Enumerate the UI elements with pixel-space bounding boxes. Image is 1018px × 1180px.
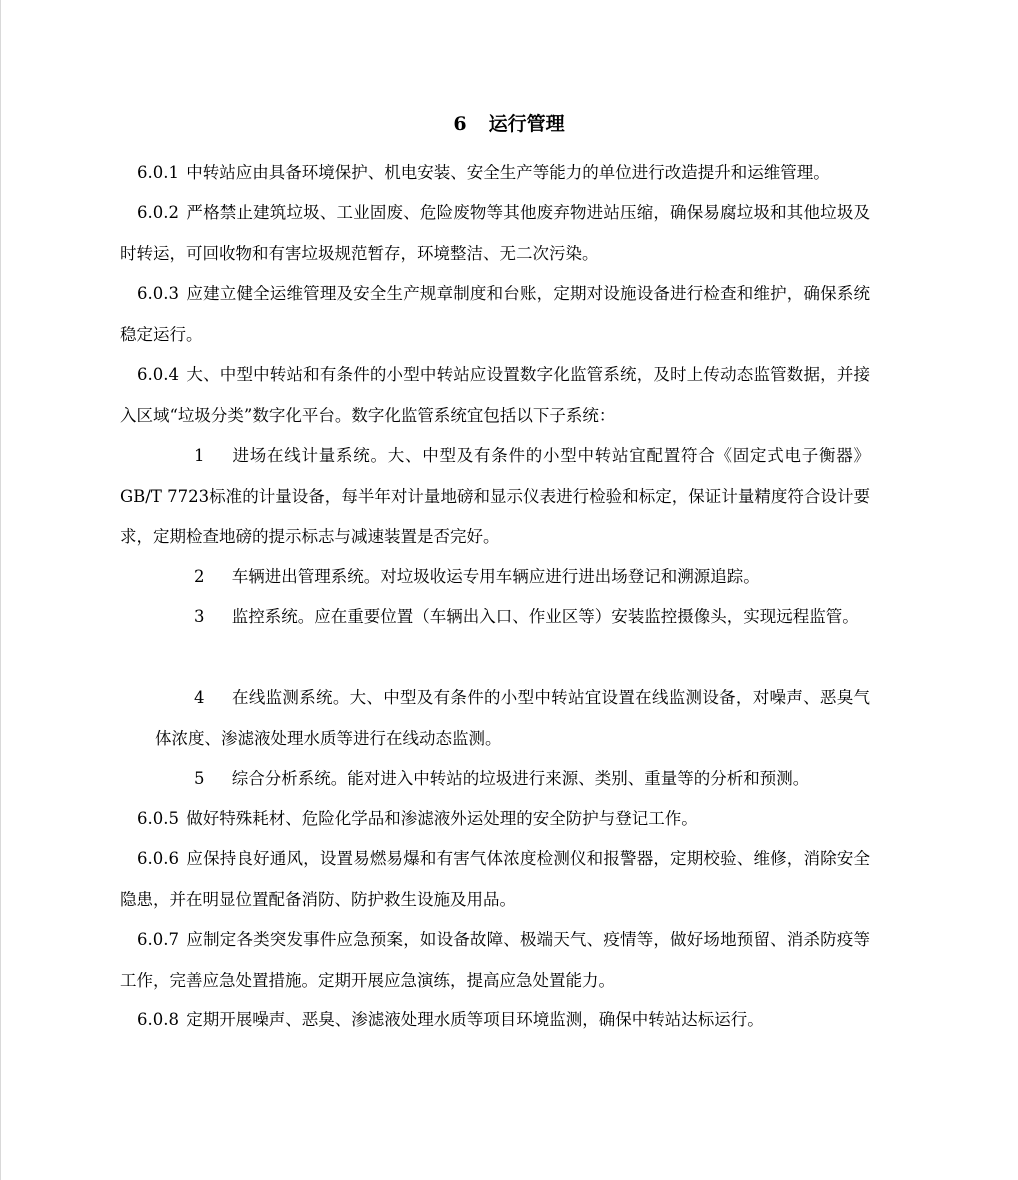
section-title: 运行管理 xyxy=(488,113,565,135)
clause-number: 6.0.7 xyxy=(137,930,179,949)
clause-number: 6.0.1 xyxy=(137,163,179,182)
clause-number: 6.0.6 xyxy=(137,849,179,868)
clause-text: 应制定各类突发事件应急预案，如设备故障、极端天气、疫情等，做好场地预留、消杀防疫等工作，完善应急处置措施。定期开展应急演练，提高应急处置能力。 xyxy=(120,930,871,990)
clause-6-0-6 xyxy=(120,839,870,920)
page-edge xyxy=(0,0,1,1180)
clause-6-0-1 xyxy=(120,153,870,194)
subsystem-item-1 xyxy=(120,436,870,558)
item-number: 2 xyxy=(194,567,205,586)
section-heading xyxy=(0,110,1018,138)
item-number: 3 xyxy=(194,607,205,626)
item-text: 监控系统。应在重要位置（车辆出入口、作业区等）安装监控摄像头，实现远程监管。 xyxy=(231,607,859,626)
item-text: 进场在线计量系统。大、中型及有条件的小型中转站宜配置符合《固定式电子衡器》GB/T 7723标准的计量设备，每半年对计量地磅和显示仪表进行检验和标定，保证计量精度符合设计要求，定期检查地磅的提示标志与减速装置是否完好。 xyxy=(120,446,870,546)
clause-number: 6.0.8 xyxy=(137,1010,179,1029)
clause-number: 6.0.2 xyxy=(137,203,179,222)
item-number: 5 xyxy=(194,769,205,788)
clause-text: 定期开展噪声、恶臭、渗滤液处理水质等项目环境监测，确保中转站达标运行。 xyxy=(186,1010,764,1029)
item-number: 4 xyxy=(194,688,205,707)
subsystem-item-5 xyxy=(120,759,870,800)
section-number: 6 xyxy=(453,113,467,135)
clause-text: 大、中型中转站和有条件的小型中转站应设置数字化监管系统，及时上传动态监管数据，并接入区域“垃圾分类”数字化平台。数字化监管系统宜包括以下子系统： xyxy=(120,365,871,425)
clause-text: 做好特殊耗材、危险化学品和渗滤液外运处理的安全防护与登记工作。 xyxy=(186,809,698,828)
subsystem-item-4 xyxy=(155,678,870,759)
clause-text: 应建立健全运维管理及安全生产规章制度和台账，定期对设施设备进行检查和维护，确保系统稳定运行。 xyxy=(120,284,871,344)
clause-6-0-2 xyxy=(120,193,870,274)
item-text: 在线监测系统。大、中型及有条件的小型中转站宜设置在线监测设备，对噪声、恶臭气体浓度、渗滤液处理水质等进行在线动态监测。 xyxy=(155,688,871,748)
clause-6-0-7 xyxy=(120,920,870,1001)
clause-6-0-8 xyxy=(120,1000,870,1041)
clause-6-0-3 xyxy=(120,274,870,355)
clause-number: 6.0.4 xyxy=(137,365,179,384)
item-text: 综合分析系统。能对进入中转站的垃圾进行来源、类别、重量等的分析和预测。 xyxy=(231,769,810,788)
clause-6-0-4 xyxy=(120,355,870,436)
item-text: 车辆进出管理系统。对垃圾收运专用车辆应进行进出场登记和溯源追踪。 xyxy=(231,567,760,586)
clause-text: 中转站应由具备环境保护、机电安装、安全生产等能力的单位进行改造提升和运维管理。 xyxy=(186,163,830,182)
clause-number: 6.0.5 xyxy=(137,809,179,828)
clause-number: 6.0.3 xyxy=(137,284,179,303)
clause-text: 应保持良好通风，设置易燃易爆和有害气体浓度检测仪和报警器，定期校验、维修，消除安全隐患，并在明显位置配备消防、防护救生设施及用品。 xyxy=(120,849,871,909)
item-number: 1 xyxy=(194,446,205,465)
subsystem-item-2 xyxy=(120,557,870,598)
subsystem-item-3 xyxy=(155,597,870,638)
clause-text: 严格禁止建筑垃圾、工业固废、危险废物等其他废弃物进站压缩，确保易腐垃圾和其他垃圾及时转运，可回收物和有害垃圾规范暂存，环境整洁、无二次污染。 xyxy=(120,203,871,263)
clause-6-0-5 xyxy=(120,799,870,840)
